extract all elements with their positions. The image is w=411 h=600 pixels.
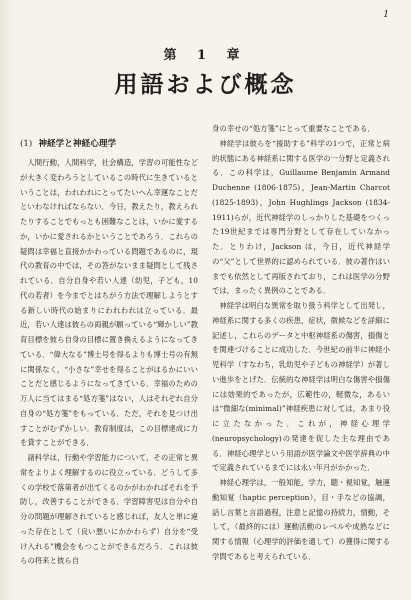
chapter-label: 第 1 章 — [163, 48, 248, 63]
page-number: 1 — [383, 10, 389, 20]
right-column — [212, 122, 390, 592]
chapter-title: 用語および概念 — [114, 71, 297, 98]
left-column — [20, 122, 198, 592]
body-paragraph: 神経学は明白な異常を取り扱う科学として出発し，神経系に関する多くの疾患，症状，徴候などを詳細に記述し，これらのデータと中枢神経系の傷害，損傷とを関連づけることに成功した．今世紀の前半に神経小児科学（すなわち，乳幼児や子どもの神経学）が著しい進歩をとげた．伝統的な神経学は明白な傷害や損傷には効果的であったが，広範性の，軽微な，あるいは“微細な(minimal)”神経疾患に対しては，あまり役に立たなかった．これが，神経心理学(neuropsychology)の発達を促した主な理由である．神経心理学という用語が医学論文や医学辞典の中で定義されているまでには永い年月がかかった． — [212, 301, 390, 473]
body-paragraph: 神経心理学は，一般知能，学力，聴・視知覚，触運動知覚（haptic perception），目・手などの協調，話し言葉と言語過程，注意と記憶の持続力，情動，そして，（最終的には）運動活動のレベルや成熟などに関する情報（心理学的評価を通して）の獲得に関する学問であると考えられている． — [212, 478, 390, 561]
two-column-body — [20, 122, 390, 592]
body-paragraph: 諸科学は，行動や学習能力について，その正常と異常をよりよく理解するのに役立っている．どうして多くの学校で落第者が出てくるのかがわかればそれを予防し，改善することができる．学習障害児は自分や自分の問題が理解されていると感じれば，友人と単に違った存在として（良い悪いにかかわらず）自分を“受け入れる”機会をもつことができるだろう．これは彼らの将来と彼ら自 — [20, 453, 198, 566]
body-paragraph: 神経学は彼らを“援助する”科学の1つで，正常と病的状態にある神経系に関する医学の一分野と定義される．この科学は，Guillaume Benjamin Armand Duchenne (1806-1875)，Jean-Martin Charcot (1825-1893)，John Hughlings Jackson (1834-1911)らが，近代神経学のしっかりした基礎をつくった19世紀までは専門分野として存在していなかった．とりわけ，Jackson は，今日，近代神経学の“父”として世界的に認められている．彼の著作はいまでも依然として再版されており，これは医学の分野では，まったく異例のことである． — [212, 138, 390, 296]
section-number: (1) — [20, 139, 33, 149]
body-paragraph: 身の幸せの“処方箋”にとって重要なことである． — [212, 124, 375, 133]
section-title: 神経学と神経心理学 — [38, 139, 117, 149]
section-heading — [20, 138, 198, 150]
body-paragraph: 人間行動，人間科学，社会構造，学習の可能性などが大きく変わろうとしているこの時代に生きているということは，われわれにとってたいへん幸運なことだといわなければならない．今日，教えたり，教えられたりすることでもっとも困難なことは，いかに愛するか，いかに愛されるかということであろう．これらの疑問は幸福と直接かかわっている問題であるのに，現代の教育の中では，その答がないまま疑問として残されている．自分自身や若い人達（幼児，子ども，10代の若者）を今までとはちがう方法で理解しようとする新しい時代の始まりにわれわれは立っている．最近，若い人達は彼らの両親が願っている“輝かしい”教育目標を彼ら自身の目標に置き換えるようになってきている．“偉大なる”博士号を得るよりも博士号の有無に関係なく，“小さな”幸せを得ることがはるかにいいことだと感じるようになってきている．幸福のための万人に当てはまる“処方箋”はない，人はそれぞれ自分自身の“処方箋”をもっている．ただ，それを見つけ出すことがむずかしい．教育制度は，この目標達成に力を貸すことができる． — [20, 158, 198, 448]
